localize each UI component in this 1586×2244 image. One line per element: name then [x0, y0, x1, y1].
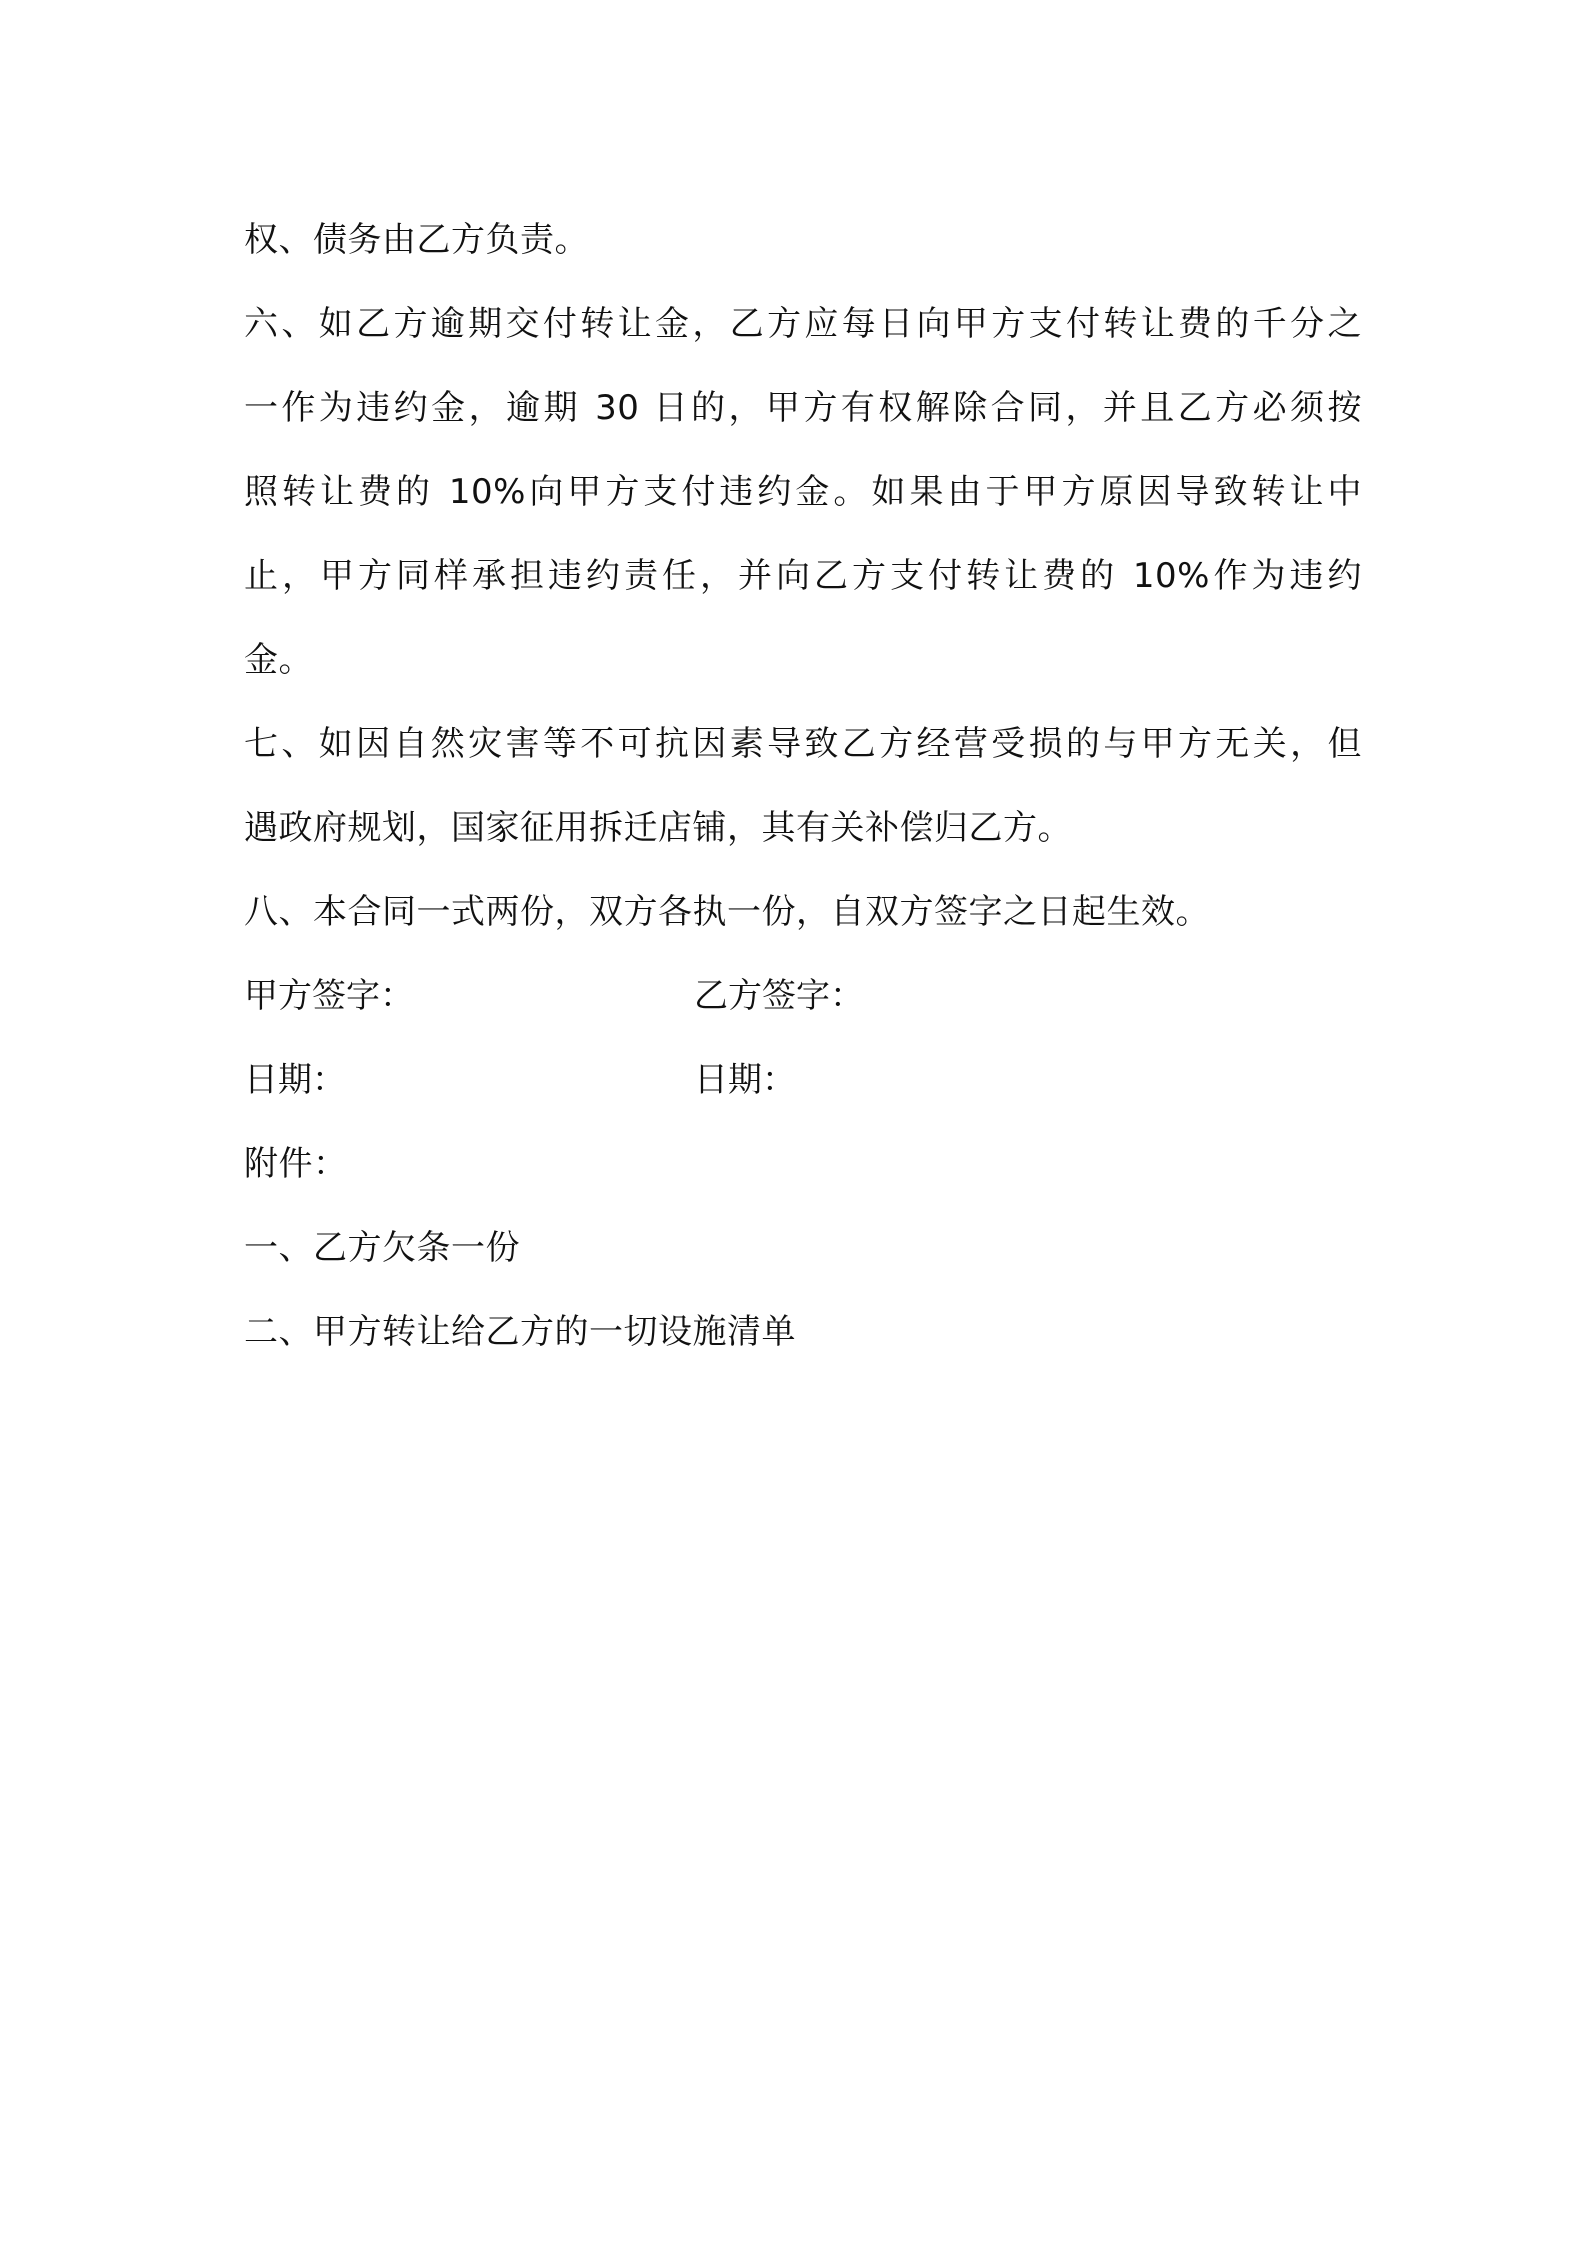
attachment-item-2: 二、甲方转让给乙方的一切设施清单 — [244, 1312, 796, 1352]
clause-6-line-1: 六、如乙方逾期交付转让金，乙方应每日向甲方支付转让费的千分之 — [244, 304, 1362, 344]
clause-6-line-2: 一作为违约金，逾期 30 日的，甲方有权解除合同，并且乙方必须按 — [244, 388, 1362, 428]
clause-7-line-1: 七、如因自然灾害等不可抗因素导致乙方经营受损的与甲方无关，但 — [244, 724, 1362, 764]
clause-7-line-2: 遇政府规划，国家征用拆迁店铺，其有关补偿归乙方。 — [244, 808, 1072, 848]
clause-6-line-4: 止，甲方同样承担违约责任，并向乙方支付转让费的 10%作为违约 — [244, 556, 1362, 596]
attachments-heading: 附件： — [244, 1144, 348, 1184]
clause-6-line-5: 金。 — [244, 640, 313, 680]
clause-5-continuation: 权、债务由乙方负责。 — [244, 220, 589, 260]
clause-8: 八、本合同一式两份，双方各执一份，自双方签字之日起生效。 — [244, 892, 1210, 932]
date-row — [244, 1038, 1362, 1122]
contract-body — [244, 198, 1362, 1374]
attachment-item-1: 一、乙方欠条一份 — [244, 1228, 520, 1268]
party-b-signature-label: 乙方签字： — [694, 976, 864, 1016]
signature-row — [244, 954, 1362, 1038]
clause-6-line-3: 照转让费的 10%向甲方支付违约金。如果由于甲方原因导致转让中 — [244, 472, 1362, 512]
party-a-signature-label: 甲方签字： — [244, 976, 414, 1016]
party-a-date-label: 日期： — [244, 1060, 346, 1100]
party-b-date-label: 日期： — [694, 1060, 796, 1100]
